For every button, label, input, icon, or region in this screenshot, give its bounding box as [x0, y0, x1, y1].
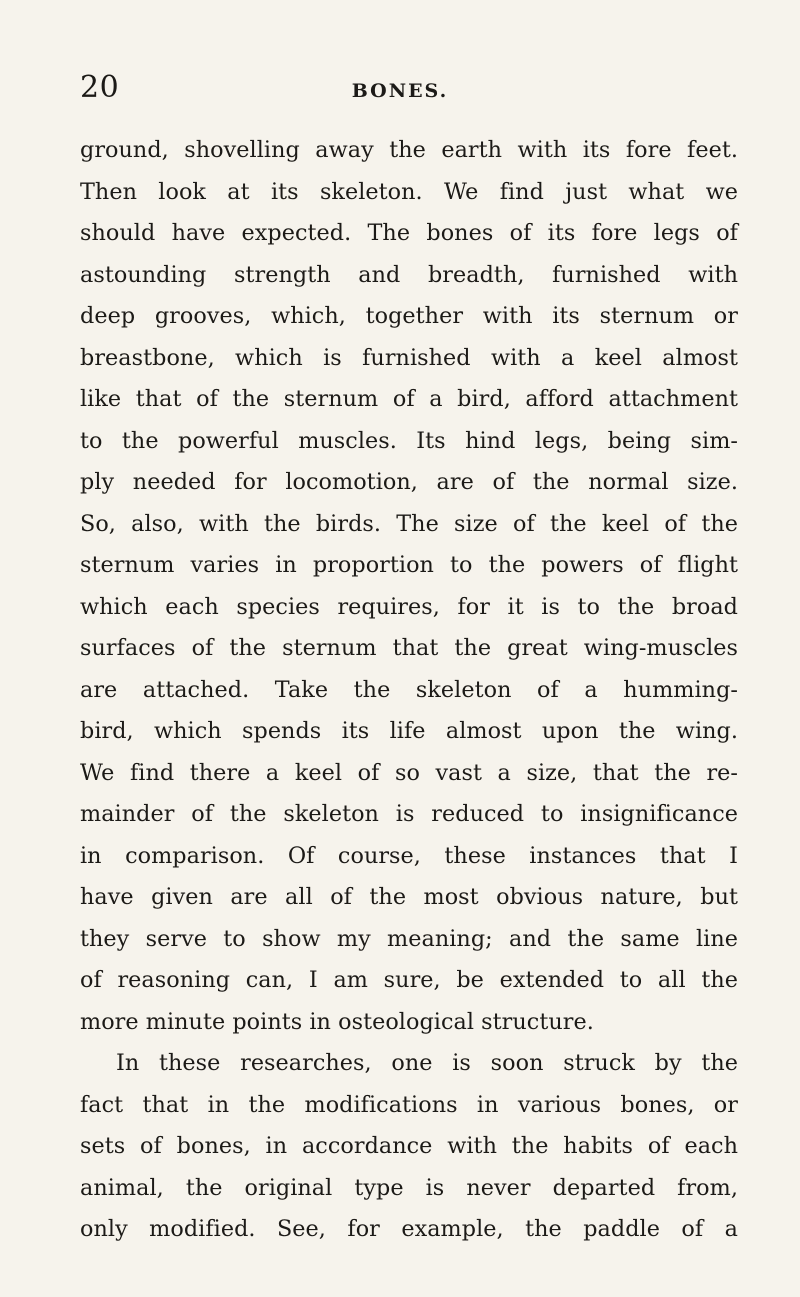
text-line: So, also, with the birds. The size of the keel of the	[80, 510, 738, 537]
text-line: only modified. See, for example, the paddle of a	[80, 1216, 738, 1242]
text-line: have given are all of the most obvious nature, but	[80, 884, 738, 910]
text-line: in comparison. Of course, these instances that I	[80, 842, 738, 869]
text-line: ground, shovelling away the earth with its fore feet.	[80, 137, 738, 163]
text-line: are attached. Take the skeleton of a humming-	[80, 676, 738, 703]
text-line: more minute points in osteological structure.	[80, 1008, 594, 1035]
text-line: fact that in the modifications in various bones, or	[80, 1091, 738, 1118]
text-line: surfaces of the sternum that the great wing-muscles	[80, 635, 738, 661]
text-line: sets of bones, in accordance with the habits of each	[80, 1133, 738, 1159]
text-line: deep grooves, which, together with its sternum or	[80, 303, 738, 329]
text-line: In these researches, one is soon struck by the	[116, 1050, 738, 1076]
page-number: 20	[80, 70, 120, 105]
text-line: which each species requires, for it is to the broad	[80, 593, 738, 620]
text-line: bird, which spends its life almost upon the wing.	[80, 718, 738, 744]
text-line: mainder of the skeleton is reduced to insignificance	[80, 801, 738, 827]
text-line: astounding strength and breadth, furnished with	[80, 261, 738, 288]
text-line: breastbone, which is furnished with a keel almost	[80, 344, 738, 371]
text-line: like that of the sternum of a bird, afford attachment	[80, 386, 738, 412]
text-line: to the powerful muscles. Its hind legs, being sim-	[80, 427, 738, 454]
running-head: BONES.	[351, 80, 449, 102]
text-line: sternum varies in proportion to the powers of flight	[80, 552, 738, 578]
text-line: Then look at its skeleton. We find just what we	[80, 178, 738, 205]
text-line: of reasoning can, I am sure, be extended to all the	[80, 967, 738, 993]
text-line: should have expected. The bones of its fore legs of	[80, 220, 738, 246]
text-line: they serve to show my meaning; and the same line	[80, 925, 738, 952]
text-line: ply needed for locomotion, are of the normal size.	[80, 469, 738, 495]
text-line: We find there a keel of so vast a size, that the re-	[80, 759, 738, 786]
body-text	[80, 130, 738, 1251]
text-line: animal, the original type is never departed from,	[80, 1174, 738, 1201]
